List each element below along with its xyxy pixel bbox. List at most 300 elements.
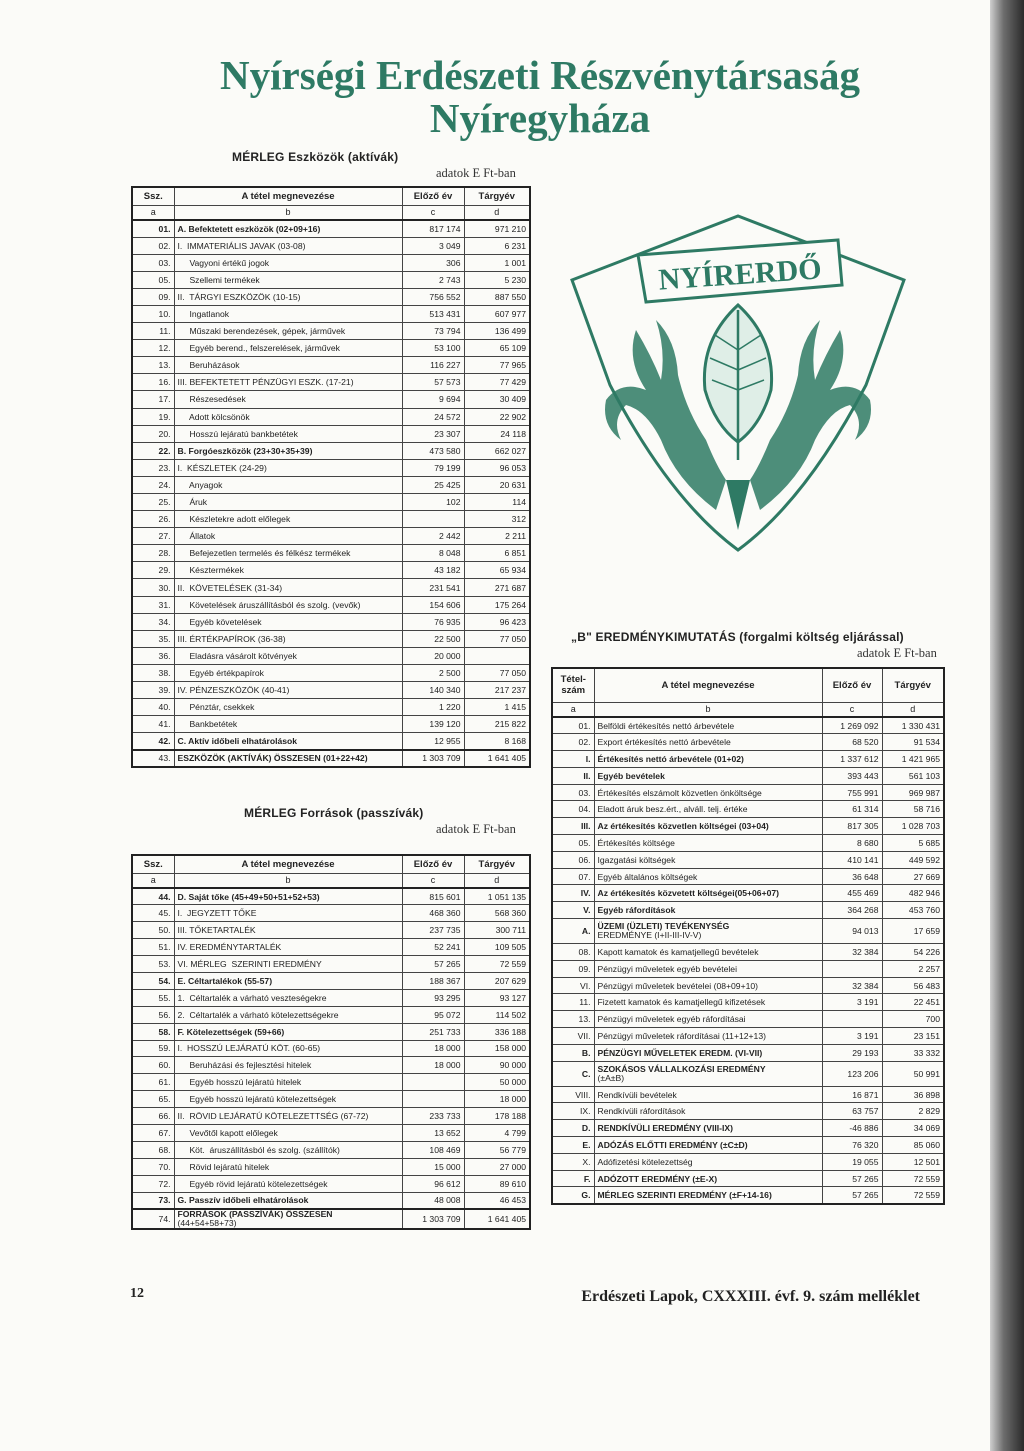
row-code: 03. [552, 784, 594, 801]
table-row [132, 1057, 530, 1074]
liabilities-caption: MÉRLEG Források (passzívák) [244, 806, 424, 820]
row-prev-year: 36 648 [822, 868, 882, 885]
row-code: 67. [132, 1124, 174, 1141]
row-code: 54. [132, 972, 174, 989]
row-label: II. KÖVETELÉSEK (31-34) [174, 579, 402, 596]
row-current-year: 65 109 [464, 340, 530, 357]
table-row [132, 391, 530, 408]
table-row [132, 579, 530, 596]
row-label: Eladásra vásárolt kötvények [174, 647, 402, 664]
row-code: 72. [132, 1175, 174, 1192]
row-label: Egyéb általános költségek [594, 868, 822, 885]
row-current-year: 58 716 [882, 801, 944, 818]
row-code: A. [552, 919, 594, 944]
row-label: D. Saját tőke (45+49+50+51+52+53) [174, 888, 402, 905]
row-current-year: 12 501 [882, 1153, 944, 1170]
row-current-year: 34 069 [882, 1120, 944, 1137]
row-label: Rövid lejáratú hitelek [174, 1158, 402, 1175]
row-current-year: 50 000 [464, 1074, 530, 1091]
row-current-year: 453 760 [882, 902, 944, 919]
row-prev-year: 473 580 [402, 442, 464, 459]
table-row [132, 1091, 530, 1108]
row-current-year: 1 415 [464, 699, 530, 716]
row-current-year: 27 669 [882, 868, 944, 885]
row-current-year: 1 051 135 [464, 888, 530, 905]
table-row [132, 1108, 530, 1125]
row-label: Készletekre adott előlegek [174, 511, 402, 528]
row-prev-year: 23 307 [402, 425, 464, 442]
col-name: A tétel megnevezése [594, 668, 822, 702]
table-row [132, 613, 530, 630]
row-label: G. Passzív időbeli elhatárolások [174, 1192, 402, 1209]
row-prev-year: 3 191 [822, 1028, 882, 1045]
table-row [552, 902, 944, 919]
table-row [132, 1141, 530, 1158]
table-row [552, 1187, 944, 1204]
table-row [552, 919, 944, 944]
row-prev-year: 455 469 [822, 885, 882, 902]
row-current-year: 8 168 [464, 733, 530, 750]
row-current-year: 887 550 [464, 288, 530, 305]
row-current-year: 969 987 [882, 784, 944, 801]
row-current-year: 96 053 [464, 459, 530, 476]
row-label: Belföldi értékesítés nettó árbevétele [594, 717, 822, 734]
row-prev-year: 817 305 [822, 818, 882, 835]
row-current-year: 50 991 [882, 1061, 944, 1086]
row-code: VI. [552, 977, 594, 994]
row-label-line1: FORRÁSOK (PASSZÍVÁK) ÖSSZESEN [177, 1208, 333, 1219]
row-code: 30. [132, 579, 174, 596]
row-code: X. [552, 1153, 594, 1170]
row-current-year: 33 332 [882, 1044, 944, 1061]
liabilities-unit: adatok E Ft-ban [436, 822, 516, 836]
table-row [132, 939, 530, 956]
row-current-year: 109 505 [464, 939, 530, 956]
row-current-year: 971 210 [464, 220, 530, 237]
row-current-year: 77 050 [464, 630, 530, 647]
row-current-year: 207 629 [464, 972, 530, 989]
row-label: III. ÉRTÉKPAPÍROK (36-38) [174, 630, 402, 647]
table-row [132, 664, 530, 681]
row-prev-year: 18 000 [402, 1057, 464, 1074]
row-current-year: 24 118 [464, 425, 530, 442]
table-row [552, 868, 944, 885]
row-code: 29. [132, 562, 174, 579]
income-rows [552, 717, 944, 1204]
row-current-year: 22 451 [882, 994, 944, 1011]
row-label [594, 919, 822, 944]
row-code: 35. [132, 630, 174, 647]
row-label: IV. EREDMÉNYTARTALÉK [174, 939, 402, 956]
table-row [552, 1120, 944, 1137]
row-prev-year: 755 991 [822, 784, 882, 801]
row-current-year: 30 409 [464, 391, 530, 408]
col-name: A tétel megnevezése [174, 187, 402, 205]
row-label: I. HOSSZÚ LEJÁRATÚ KÖT. (60-65) [174, 1040, 402, 1057]
row-current-year: 1 641 405 [464, 1209, 530, 1229]
row-prev-year: 188 367 [402, 972, 464, 989]
row-current-year: 300 711 [464, 922, 530, 939]
row-label: ADÓZÁS ELŐTTI EREDMÉNY (±C±D) [594, 1137, 822, 1154]
row-code: 22. [132, 442, 174, 459]
row-label: Ingatlanok [174, 305, 402, 322]
row-current-year: 72 559 [882, 1187, 944, 1204]
row-code: F. [552, 1170, 594, 1187]
row-prev-year: 95 072 [402, 1006, 464, 1023]
row-label: Egyéb bevételek [594, 767, 822, 784]
row-label: Az értékesítés közvetlen költségei (03+04) [594, 818, 822, 835]
table-row [552, 1061, 944, 1086]
row-code: VII. [552, 1028, 594, 1045]
row-current-year: 114 502 [464, 1006, 530, 1023]
row-prev-year [402, 511, 464, 528]
table-row [132, 1124, 530, 1141]
row-code: 51. [132, 939, 174, 956]
row-prev-year: 2 743 [402, 271, 464, 288]
row-label: Egyéb értékpapírok [174, 664, 402, 681]
row-prev-year: 231 541 [402, 579, 464, 596]
row-current-year: 1 421 965 [882, 751, 944, 768]
row-code: B. [552, 1044, 594, 1061]
table-row [552, 994, 944, 1011]
row-code: V. [552, 902, 594, 919]
row-label: I. KÉSZLETEK (24-29) [174, 459, 402, 476]
letter-d: d [882, 702, 944, 717]
row-current-year: 2 257 [882, 960, 944, 977]
table-row [552, 1086, 944, 1103]
row-prev-year: 43 182 [402, 562, 464, 579]
table-row [132, 442, 530, 459]
row-label: Anyagok [174, 476, 402, 493]
row-prev-year: 57 265 [822, 1170, 882, 1187]
assets-caption: MÉRLEG Eszközök (aktívák) [232, 150, 399, 164]
row-label-line2: EREDMÉNYE (I+II-III-IV-V) [597, 930, 702, 941]
row-prev-year: 16 871 [822, 1086, 882, 1103]
row-label: Pénzügyi műveletek egyéb ráfordításai [594, 1011, 822, 1028]
row-code: 16. [132, 374, 174, 391]
row-label: Eladott áruk besz.ért., alváll. telj. értéke [594, 801, 822, 818]
row-label: VI. MÉRLEG SZERINTI EREDMÉNY [174, 956, 402, 973]
row-prev-year: 364 268 [822, 902, 882, 919]
row-code: IV. [552, 885, 594, 902]
assets-rows [132, 220, 530, 767]
table-row [552, 851, 944, 868]
row-current-year: 217 237 [464, 682, 530, 699]
row-prev-year: 251 733 [402, 1023, 464, 1040]
row-label-line1: ÜZEMI (ÜZLETI) TEVÉKENYSÉG [597, 921, 730, 932]
row-label: Részesedések [174, 391, 402, 408]
row-code: 39. [132, 682, 174, 699]
table-row [132, 271, 530, 288]
letter-b: b [594, 702, 822, 717]
row-label: Követelések áruszállításból és szolg. (vevők) [174, 596, 402, 613]
row-prev-year: 13 652 [402, 1124, 464, 1141]
row-code: 06. [552, 851, 594, 868]
row-prev-year [822, 1011, 882, 1028]
row-prev-year: 48 008 [402, 1192, 464, 1209]
row-label: Beruházások [174, 357, 402, 374]
row-current-year: 136 499 [464, 323, 530, 340]
row-current-year: 215 822 [464, 716, 530, 733]
stem [726, 480, 750, 530]
row-label: Vagyoni értékű jogok [174, 254, 402, 271]
row-label: Szellemi termékek [174, 271, 402, 288]
row-code: 68. [132, 1141, 174, 1158]
row-code: 03. [132, 254, 174, 271]
row-prev-year: 154 606 [402, 596, 464, 613]
row-prev-year: 123 206 [822, 1061, 882, 1086]
row-current-year: 54 226 [882, 944, 944, 961]
row-prev-year: 513 431 [402, 305, 464, 322]
table-row [552, 1170, 944, 1187]
row-current-year: 2 829 [882, 1103, 944, 1120]
row-prev-year: 237 735 [402, 922, 464, 939]
table-row [132, 888, 530, 905]
row-current-year: 89 610 [464, 1175, 530, 1192]
row-code: 40. [132, 699, 174, 716]
letter-c: c [402, 205, 464, 220]
row-label: Befejezetlen termelés és félkész termékek [174, 545, 402, 562]
table-row [132, 511, 530, 528]
table-row [132, 1023, 530, 1040]
row-code: 12. [132, 340, 174, 357]
row-prev-year: 817 174 [402, 220, 464, 237]
table-row [552, 1028, 944, 1045]
table-row [132, 905, 530, 922]
col-prev: Előző év [822, 668, 882, 702]
row-prev-year: 393 443 [822, 767, 882, 784]
row-current-year: 6 851 [464, 545, 530, 562]
table-row [132, 989, 530, 1006]
row-prev-year: 32 384 [822, 977, 882, 994]
row-prev-year: 1 269 092 [822, 717, 882, 734]
table-row [132, 1040, 530, 1057]
row-code: 08. [552, 944, 594, 961]
row-current-year: 77 050 [464, 664, 530, 681]
row-current-year: 662 027 [464, 442, 530, 459]
row-label: E. Céltartalékok (55-57) [174, 972, 402, 989]
page-title: Nyírségi Erdészeti Részvénytársaság [220, 52, 860, 98]
row-current-year: 1 330 431 [882, 717, 944, 734]
row-code: 05. [552, 835, 594, 852]
table-row [552, 1153, 944, 1170]
row-code: 09. [132, 288, 174, 305]
row-code: 44. [132, 888, 174, 905]
row-prev-year: 3 191 [822, 994, 882, 1011]
table-row [132, 374, 530, 391]
row-label: Beruházási és fejlesztési hitelek [174, 1057, 402, 1074]
row-code: 10. [132, 305, 174, 322]
row-label: Adófizetési kötelezettség [594, 1153, 822, 1170]
row-label: Export értékesítés nettó árbevétele [594, 734, 822, 751]
table-row [552, 734, 944, 751]
row-prev-year: 57 573 [402, 374, 464, 391]
table-row [132, 425, 530, 442]
nyirerdo-logo [566, 210, 910, 554]
row-code: D. [552, 1120, 594, 1137]
table-row [132, 305, 530, 322]
row-current-year: 700 [882, 1011, 944, 1028]
col-ssz: Ssz. [132, 855, 174, 873]
row-label [174, 1209, 402, 1229]
row-label: Pénztár, csekkek [174, 699, 402, 716]
liabilities-table [131, 854, 531, 1230]
row-prev-year: 96 612 [402, 1175, 464, 1192]
row-label: Hosszú lejáratú bankbetétek [174, 425, 402, 442]
table-row [132, 528, 530, 545]
row-current-year: 56 779 [464, 1141, 530, 1158]
col-curr: Tárgyév [464, 855, 530, 873]
row-current-year: 85 060 [882, 1137, 944, 1154]
row-label: 1. Céltartalék a várható veszteségekre [174, 989, 402, 1006]
table-row [552, 784, 944, 801]
letter-a: a [552, 702, 594, 717]
table-row [132, 459, 530, 476]
row-current-year: 65 934 [464, 562, 530, 579]
table-row [552, 818, 944, 835]
row-prev-year: 79 199 [402, 459, 464, 476]
row-current-year: 6 231 [464, 237, 530, 254]
row-label: Bankbetétek [174, 716, 402, 733]
row-code: 74. [132, 1209, 174, 1229]
row-code: 41. [132, 716, 174, 733]
row-prev-year: 61 314 [822, 801, 882, 818]
row-code: 09. [552, 960, 594, 977]
row-current-year: 18 000 [464, 1091, 530, 1108]
row-code: VIII. [552, 1086, 594, 1103]
row-prev-year: 29 193 [822, 1044, 882, 1061]
row-prev-year [402, 1091, 464, 1108]
row-prev-year: 24 572 [402, 408, 464, 425]
row-prev-year: 815 601 [402, 888, 464, 905]
table-row [552, 977, 944, 994]
table-row [552, 885, 944, 902]
row-code: 04. [552, 801, 594, 818]
row-current-year: 36 898 [882, 1086, 944, 1103]
row-label: Állatok [174, 528, 402, 545]
table-row [132, 408, 530, 425]
table-row [132, 596, 530, 613]
page-number: 12 [130, 1286, 144, 1301]
table-row [132, 972, 530, 989]
row-code: 55. [132, 989, 174, 1006]
row-code: 34. [132, 613, 174, 630]
row-prev-year: 1 337 612 [822, 751, 882, 768]
row-label: Áruk [174, 494, 402, 511]
page-edge-shadow [990, 0, 1024, 1451]
row-current-year: 56 483 [882, 977, 944, 994]
row-label: I. IMMATERIÁLIS JAVAK (03-08) [174, 237, 402, 254]
row-code: 36. [132, 647, 174, 664]
row-prev-year: 22 500 [402, 630, 464, 647]
table-row [132, 1192, 530, 1209]
table-row [552, 801, 944, 818]
row-prev-year: 53 100 [402, 340, 464, 357]
row-label: RENDKÍVÜLI EREDMÉNY (VIII-IX) [594, 1120, 822, 1137]
table-row [552, 1044, 944, 1061]
row-current-year: 90 000 [464, 1057, 530, 1074]
row-label: Pénzügyi műveletek egyéb bevételei [594, 960, 822, 977]
row-current-year: 5 230 [464, 271, 530, 288]
row-label: Pénzügyi műveletek ráfordításai (11+12+13) [594, 1028, 822, 1045]
row-code: 56. [132, 1006, 174, 1023]
row-label: Egyéb rövid lejáratú kötelezettségek [174, 1175, 402, 1192]
row-code: 53. [132, 956, 174, 973]
table-row [132, 1074, 530, 1091]
row-current-year: 93 127 [464, 989, 530, 1006]
row-label: Egyéb berend., felszerelések, járművek [174, 340, 402, 357]
row-current-year: 23 151 [882, 1028, 944, 1045]
row-current-year: 72 559 [882, 1170, 944, 1187]
row-current-year: 22 902 [464, 408, 530, 425]
col-name: A tétel megnevezése [174, 855, 402, 873]
row-current-year: 114 [464, 494, 530, 511]
row-prev-year [402, 1074, 464, 1091]
row-prev-year: 94 013 [822, 919, 882, 944]
row-prev-year: 18 000 [402, 1040, 464, 1057]
table-row [132, 357, 530, 374]
table-row [132, 647, 530, 664]
row-label-line1: SZOKÁSOS VÁLLALKOZÁSI EREDMÉNY [597, 1063, 766, 1074]
row-prev-year: 139 120 [402, 716, 464, 733]
row-current-year: 312 [464, 511, 530, 528]
table-row [552, 717, 944, 734]
row-label: Értékesítés költsége [594, 835, 822, 852]
row-current-year: 178 188 [464, 1108, 530, 1125]
row-label: Késztermékek [174, 562, 402, 579]
assets-table [131, 186, 531, 768]
row-code: 60. [132, 1057, 174, 1074]
col-tetel-1: Tétel- [560, 674, 586, 686]
row-current-year: 46 453 [464, 1192, 530, 1209]
logo-text: NYÍRERDŐ [657, 252, 823, 297]
row-current-year: 607 977 [464, 305, 530, 322]
col-tetel [552, 668, 594, 702]
row-code: 25. [132, 494, 174, 511]
row-current-year: 72 559 [464, 956, 530, 973]
row-prev-year: 2 442 [402, 528, 464, 545]
letter-b: b [174, 873, 402, 888]
row-code: 13. [552, 1011, 594, 1028]
page-subtitle: Nyíregyháza [429, 95, 651, 141]
table-row [132, 254, 530, 271]
row-label: Egyéb ráfordítások [594, 902, 822, 919]
row-prev-year: 57 265 [402, 956, 464, 973]
row-code: 42. [132, 733, 174, 750]
table-row [132, 237, 530, 254]
row-prev-year [822, 960, 882, 977]
row-current-year: 27 000 [464, 1158, 530, 1175]
row-label [594, 1061, 822, 1086]
table-row [552, 960, 944, 977]
row-code: 26. [132, 511, 174, 528]
row-current-year: 1 028 703 [882, 818, 944, 835]
row-label: ESZKÖZÖK (AKTÍVÁK) ÖSSZESEN (01+22+42) [174, 750, 402, 767]
row-code: 05. [132, 271, 174, 288]
row-code: 07. [552, 868, 594, 885]
row-label: Rendkívüli ráfordítások [594, 1103, 822, 1120]
row-current-year: 271 687 [464, 579, 530, 596]
table-row [132, 733, 530, 750]
table-row [552, 1137, 944, 1154]
row-prev-year: 76 935 [402, 613, 464, 630]
row-prev-year: -46 886 [822, 1120, 882, 1137]
row-code: 11. [132, 323, 174, 340]
row-current-year: 482 946 [882, 885, 944, 902]
row-prev-year: 306 [402, 254, 464, 271]
row-prev-year: 3 049 [402, 237, 464, 254]
table-row [132, 288, 530, 305]
